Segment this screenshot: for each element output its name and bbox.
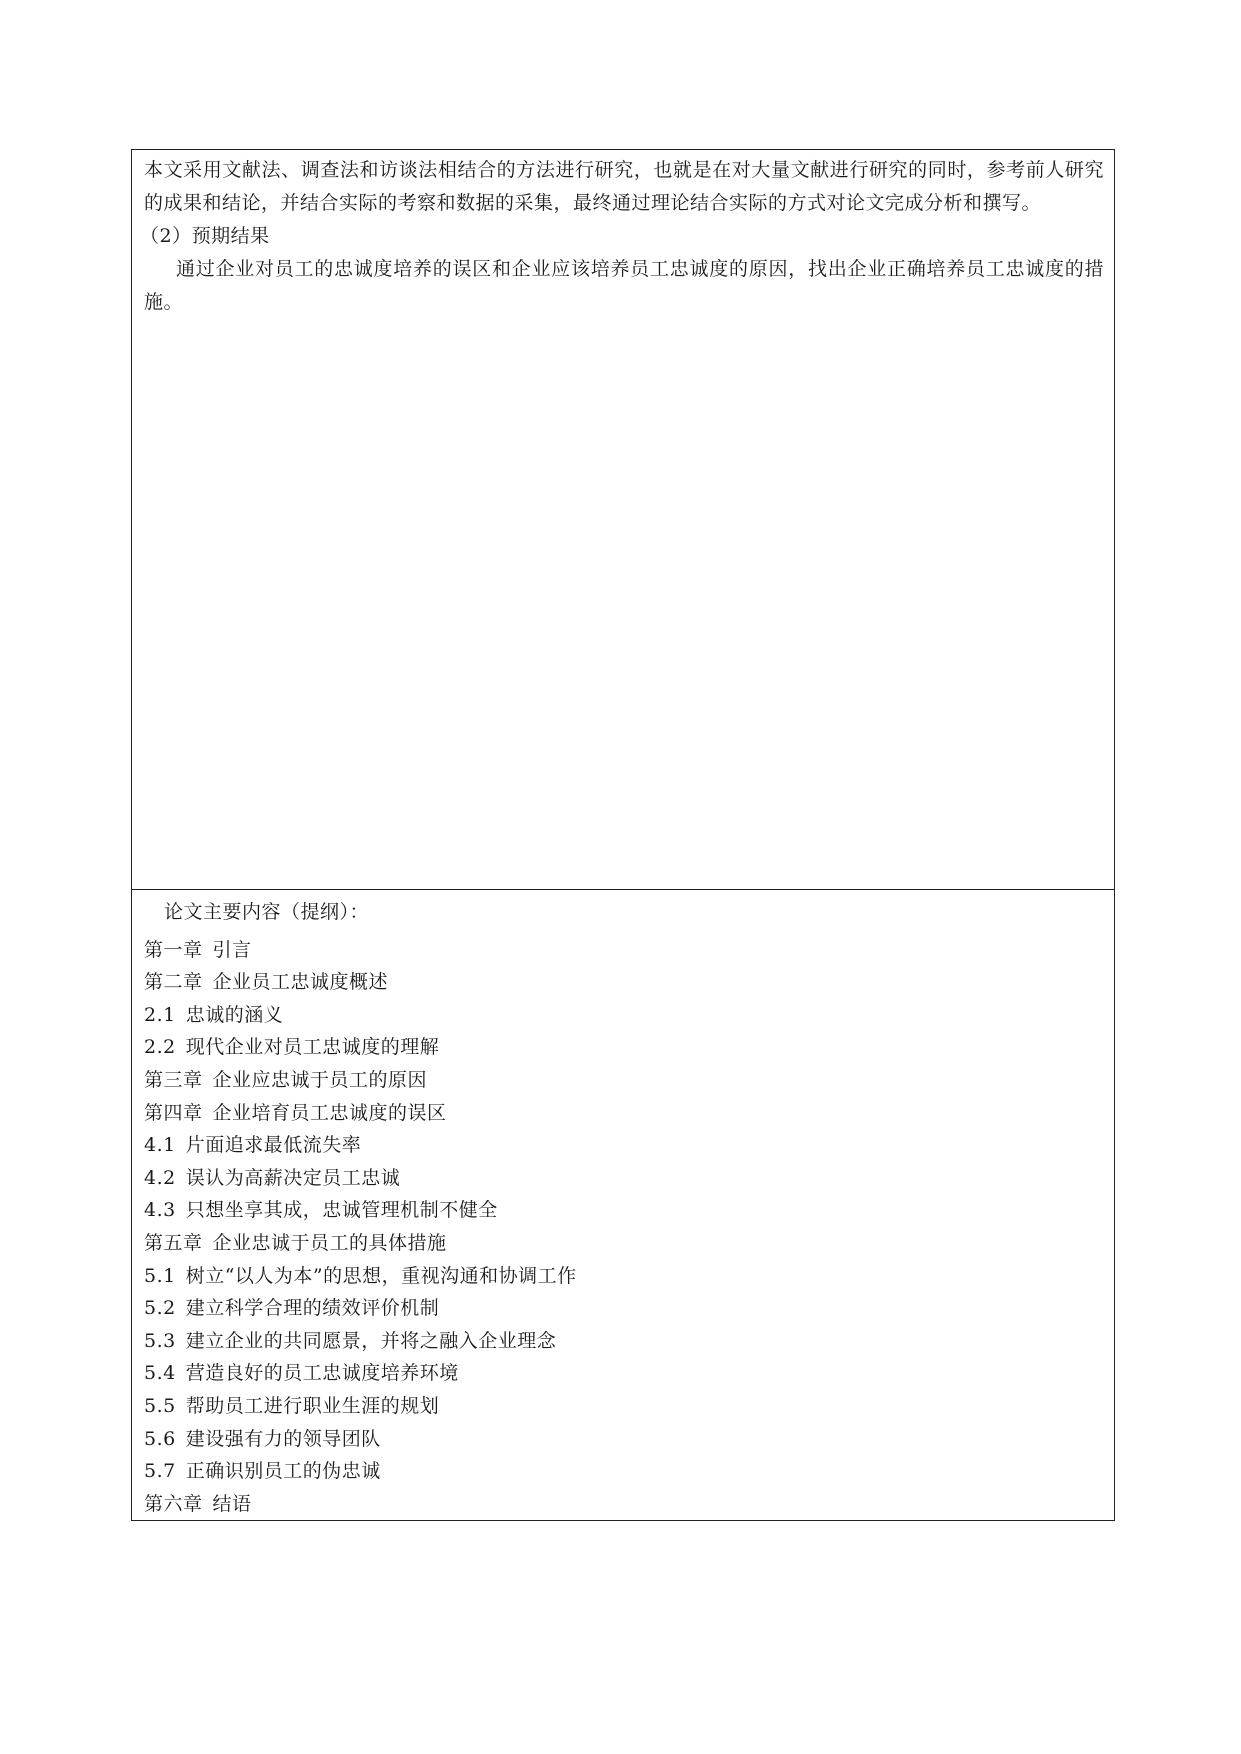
outline-item	[144, 1325, 1104, 1358]
outline-item	[144, 1292, 1104, 1325]
methods-and-results-cell	[132, 150, 1114, 890]
outline-item-text: 建立科学合理的绩效评价机制	[185, 1297, 440, 1320]
outline-item	[144, 934, 1104, 967]
outline-item-number: 2.1	[144, 1003, 176, 1026]
outline-item	[144, 1423, 1104, 1456]
outline-item	[144, 1357, 1104, 1390]
outline-item	[144, 1097, 1104, 1130]
outline-list	[144, 934, 1104, 1521]
outline-item	[144, 966, 1104, 999]
outline-item-number: 2.2	[144, 1036, 176, 1059]
outline-title: 论文主要内容（提纲）：	[164, 901, 370, 923]
outline-item-number: 5.2	[144, 1297, 176, 1320]
outline-item-text: 忠诚的涵义	[185, 1003, 284, 1026]
outline-item-text: 建立企业的共同愿景，并将之融入企业理念	[185, 1329, 557, 1352]
outline-item-number: 4.2	[144, 1166, 176, 1189]
outline-item-text: 引言	[212, 938, 252, 961]
outline-item-number: 第六章	[144, 1492, 203, 1515]
outline-item-text: 企业忠诚于员工的具体措施	[212, 1231, 447, 1254]
outline-item	[144, 1031, 1104, 1064]
outline-item-number: 4.1	[144, 1134, 176, 1157]
outline-item	[144, 1260, 1104, 1293]
outline-item	[144, 1129, 1104, 1162]
outline-cell	[132, 890, 1114, 1520]
outline-item-text: 企业员工忠诚度概述	[212, 971, 389, 994]
outline-item-number: 5.4	[144, 1362, 176, 1385]
outline-item-text: 现代企业对员工忠诚度的理解	[185, 1036, 440, 1059]
outline-item-text: 营造良好的员工忠诚度培养环境	[185, 1362, 459, 1385]
outline-item-number: 4.3	[144, 1199, 176, 1222]
outline-item-number: 5.6	[144, 1427, 176, 1450]
outline-item-text: 帮助员工进行职业生涯的规划	[185, 1394, 440, 1417]
outline-item	[144, 999, 1104, 1032]
outline-item-number: 5.1	[144, 1264, 176, 1287]
outline-item-text: 企业培育员工忠诚度的误区	[212, 1101, 447, 1124]
method-paragraph: 本文采用文献法、调查法和访谈法相结合的方法进行研究，也就是在对大量文献进行研究的同时，参考前人研究的成果和结论，并结合实际的考察和数据的采集，最终通过理论结合实际的方式对论文完成分析和撰写。	[144, 159, 1104, 214]
outline-item-number: 5.5	[144, 1394, 176, 1417]
proposal-table	[131, 149, 1115, 1521]
outline-item-number: 第三章	[144, 1068, 203, 1091]
outline-item	[144, 1488, 1104, 1521]
outline-item-text: 树立“以人为本”的思想，重视沟通和协调工作	[185, 1264, 577, 1287]
outline-item-text: 片面追求最低流失率	[185, 1134, 362, 1157]
outline-item	[144, 1162, 1104, 1195]
outline-item	[144, 1194, 1104, 1227]
outline-item-number: 第四章	[144, 1101, 203, 1124]
outline-item-number: 5.3	[144, 1329, 176, 1352]
outline-item-text: 建设强有力的领导团队	[185, 1427, 381, 1450]
outline-item-text: 误认为高薪决定员工忠诚	[185, 1166, 401, 1189]
outline-item	[144, 1390, 1104, 1423]
outline-item	[144, 1227, 1104, 1260]
expected-results-heading: （2）预期结果	[140, 225, 270, 247]
outline-item-number: 第一章	[144, 938, 203, 961]
outline-item	[144, 1455, 1104, 1488]
outline-item	[144, 1064, 1104, 1097]
expected-results-paragraph: 通过企业对员工的忠诚度培养的误区和企业应该培养员工忠诚度的原因，找出企业正确培养员工忠诚度的措施。	[144, 258, 1104, 313]
outline-item-text: 结语	[212, 1492, 252, 1515]
outline-item-number: 5.7	[144, 1460, 176, 1483]
outline-item-text: 只想坐享其成，忠诚管理机制不健全	[185, 1199, 498, 1222]
outline-item-number: 第五章	[144, 1231, 203, 1254]
outline-item-text: 企业应忠诚于员工的原因	[212, 1068, 428, 1091]
outline-item-number: 第二章	[144, 971, 203, 994]
outline-item-text: 正确识别员工的伪忠诚	[185, 1460, 381, 1483]
